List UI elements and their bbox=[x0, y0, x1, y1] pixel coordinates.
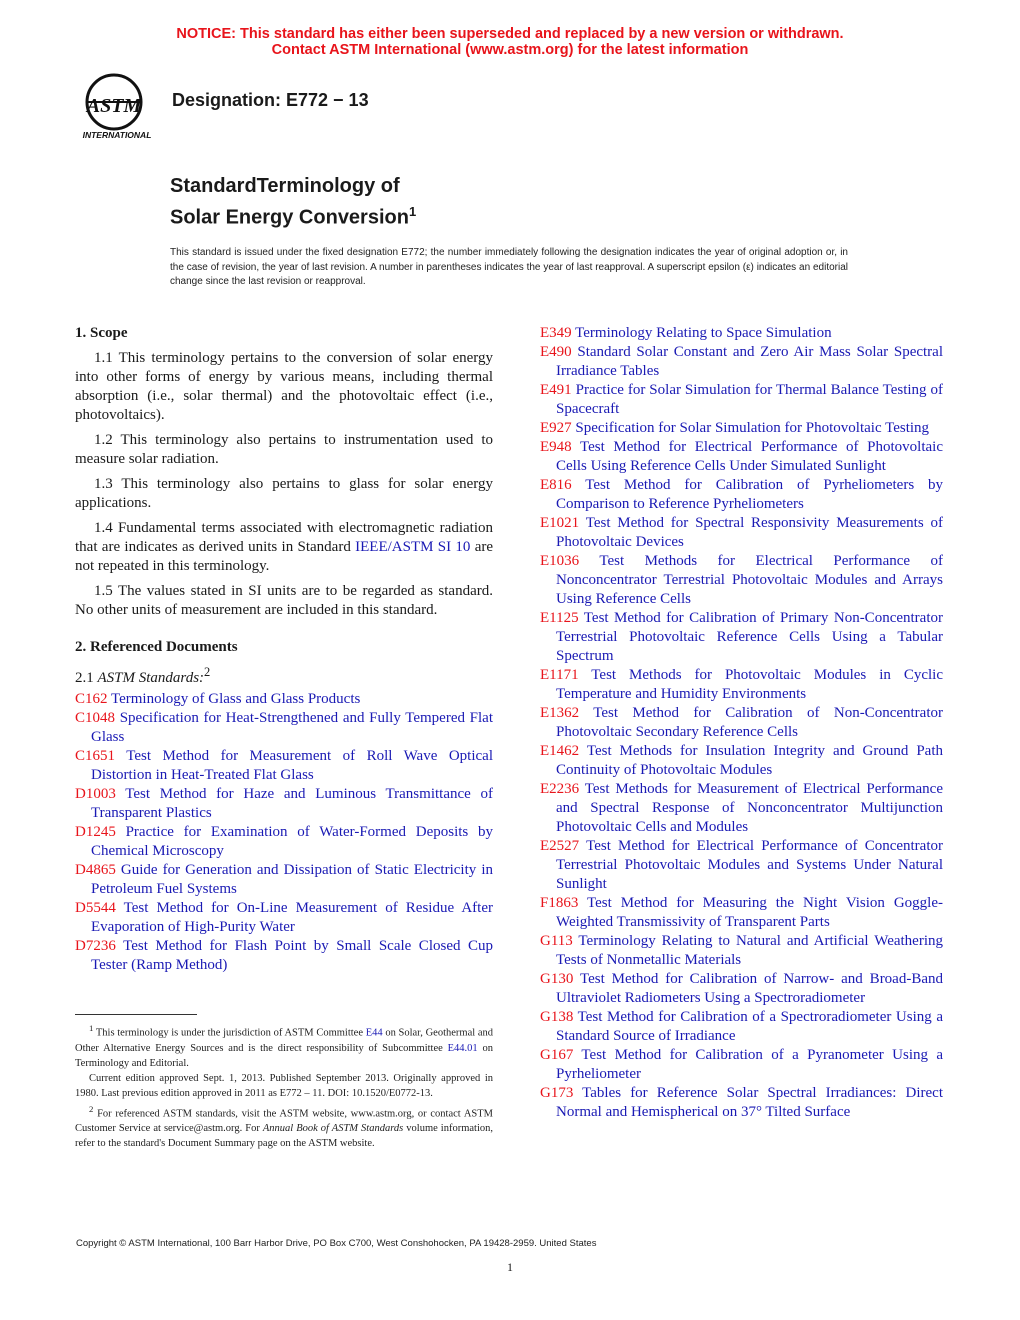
section-number: 2.1 bbox=[75, 670, 98, 686]
reference-title[interactable]: Test Methods for Insulation Integrity and Ground Path Continuity of Photovoltaic Modules bbox=[556, 743, 943, 778]
reference-code[interactable]: E1362 bbox=[540, 705, 580, 721]
footnote-divider bbox=[75, 1014, 197, 1015]
reference-item[interactable] bbox=[75, 785, 493, 823]
reference-title[interactable]: Test Method for Calibration of Non-Concentrator Photovoltaic Secondary Reference Cells bbox=[556, 705, 943, 740]
scope-1-1: 1.1 This terminology pertains to the conversion of solar energy into other forms of energy by various means, including thermal absorption (i.e., solar thermal) and the photovoltaic effect (i.e., photovoltaics). bbox=[75, 350, 493, 423]
logo-letters: ASTM bbox=[86, 95, 142, 117]
reference-title[interactable]: Practice for Solar Simulation for Thermal Balance Testing of Spacecraft bbox=[556, 382, 943, 417]
reference-item[interactable] bbox=[75, 937, 493, 975]
fn2-text-b: volume information, refer to the standard's Document Summary page on the ASTM website. bbox=[75, 1123, 493, 1150]
reference-title[interactable]: Test Method for Calibration of a Spectroradiometer Using a Standard Source of Irradiance bbox=[556, 1009, 943, 1044]
document-title bbox=[170, 174, 416, 231]
reference-title[interactable]: Test Method for Measurement of Roll Wave Optical Distortion in Heat-Treated Flat Glass bbox=[91, 748, 493, 783]
copyright: Copyright © ASTM International, 100 Barr Harbor Drive, PO Box C700, West Conshohocken, PA 19428-2959. United States bbox=[76, 1238, 597, 1249]
scope-1-2: 1.2 This terminology also pertains to instrumentation used to measure solar radiation. bbox=[75, 432, 493, 467]
reference-item[interactable] bbox=[75, 899, 493, 937]
footnote-2-ref[interactable]: 2 bbox=[204, 665, 211, 679]
fn2-italic: Annual Book of ASTM Standards bbox=[262, 1123, 404, 1135]
astm-logo bbox=[74, 72, 160, 142]
reference-title[interactable]: Tables for Reference Solar Spectral Irradiances: Direct Normal and Hemispherical on 37° Tilted Surface bbox=[556, 1085, 943, 1120]
withdrawal-notice bbox=[0, 26, 1020, 58]
scope-1-4-text-end: are not repeated in this terminology. bbox=[75, 539, 493, 574]
reference-title[interactable]: Test Method for Electrical Performance of Photovoltaic Cells Using Reference Cells Under Simulated Sunlight bbox=[556, 439, 943, 474]
reference-code[interactable]: D7236 bbox=[75, 938, 116, 954]
scope-1-3: 1.3 This terminology also pertains to glass for solar energy applications. bbox=[75, 476, 493, 511]
fn2-marker: 2 bbox=[89, 1103, 94, 1114]
footnote-2 bbox=[75, 1102, 493, 1152]
reference-item[interactable] bbox=[540, 1046, 943, 1084]
reference-title[interactable]: Practice for Examination of Water-Formed Deposits by Chemical Microscopy bbox=[91, 824, 493, 859]
reference-code[interactable]: E927 bbox=[540, 420, 572, 436]
reference-code[interactable]: E2527 bbox=[540, 838, 580, 854]
reference-item[interactable] bbox=[75, 747, 493, 785]
fn1-text-a: This terminology is under the jurisdiction of ASTM Committee bbox=[93, 1027, 366, 1039]
reference-item[interactable] bbox=[540, 704, 943, 742]
scope-1-4 bbox=[75, 519, 493, 576]
reference-code[interactable]: E1462 bbox=[540, 743, 580, 759]
designation: Designation: E772 − 13 bbox=[172, 90, 369, 110]
notice-line-2: Contact ASTM International (www.astm.org) for the latest information bbox=[271, 42, 749, 58]
reference-code[interactable]: E349 bbox=[540, 325, 572, 341]
reference-item[interactable] bbox=[540, 970, 943, 1008]
left-reference-list bbox=[75, 690, 493, 975]
reference-item[interactable] bbox=[540, 419, 943, 438]
reference-title[interactable]: Test Method for Calibration of a Pyranometer Using a Pyrheliometer bbox=[556, 1047, 943, 1082]
reference-code[interactable]: F1863 bbox=[540, 895, 579, 911]
title-footnote-ref[interactable]: 1 bbox=[408, 204, 417, 219]
reference-code[interactable]: G173 bbox=[540, 1085, 574, 1101]
reference-item[interactable] bbox=[540, 1084, 943, 1122]
reference-code[interactable]: E490 bbox=[540, 344, 572, 360]
refdocs-heading: 2. Referenced Documents bbox=[75, 639, 238, 655]
reference-title[interactable]: Test Method for On-Line Measurement of Residue After Evaporation of High-Purity Water bbox=[91, 900, 493, 935]
reference-title[interactable]: Test Method for Spectral Responsivity Measurements of Photovoltaic Devices bbox=[556, 515, 943, 550]
reference-item[interactable] bbox=[540, 932, 943, 970]
title-line-2 bbox=[170, 199, 416, 231]
reference-item[interactable] bbox=[540, 1008, 943, 1046]
fn2-text-a: For referenced ASTM standards, visit the ASTM website, www.astm.org, or contact ASTM Customer Service at service@astm.org. For bbox=[75, 1108, 493, 1135]
title-line-2-text: Solar Energy Conversion bbox=[170, 206, 409, 229]
reference-code[interactable]: E491 bbox=[540, 382, 572, 398]
logo-subtext: INTERNATIONAL bbox=[82, 130, 152, 140]
title-line-1: StandardTerminology of bbox=[170, 175, 400, 197]
left-column bbox=[75, 324, 493, 975]
right-reference-list bbox=[540, 324, 943, 1122]
right-column bbox=[540, 324, 943, 1122]
reference-item[interactable] bbox=[540, 742, 943, 780]
reference-item[interactable] bbox=[540, 780, 943, 837]
reference-title[interactable]: Guide for Generation and Dissipation of Static Electricity in Petroleum Fuel Systems bbox=[91, 862, 493, 897]
reference-item[interactable] bbox=[540, 343, 943, 381]
reference-code[interactable]: E1036 bbox=[540, 553, 580, 569]
reference-title[interactable]: Terminology Relating to Natural and Artificial Weathering Tests of Nonmetallic Materials bbox=[556, 933, 943, 968]
footnote-1 bbox=[75, 1021, 493, 1071]
scope-heading: 1. Scope bbox=[75, 325, 128, 341]
reference-code[interactable]: E1125 bbox=[540, 610, 579, 626]
reference-item[interactable] bbox=[75, 861, 493, 899]
page-number: 1 bbox=[507, 1260, 513, 1274]
reference-title[interactable]: Test Method for Flash Point by Small Scale Closed Cup Tester (Ramp Method) bbox=[91, 938, 493, 973]
reference-code[interactable]: C1651 bbox=[75, 748, 116, 764]
reference-code[interactable]: G130 bbox=[540, 971, 574, 987]
reference-code[interactable]: D4865 bbox=[75, 862, 116, 878]
footnote-1-edition: Current edition approved Sept. 1, 2013. Published September 2013. Originally approved in 1980. Last previous edition approved in 2011 as E772 – 11. DOI: 10.1520/E0772-13. bbox=[75, 1073, 493, 1100]
reference-item[interactable] bbox=[540, 514, 943, 552]
reference-code[interactable]: E2236 bbox=[540, 781, 580, 797]
astm-standards-label bbox=[75, 663, 493, 688]
reference-code[interactable]: G167 bbox=[540, 1047, 574, 1063]
reference-code[interactable]: G138 bbox=[540, 1009, 574, 1025]
reference-title[interactable]: Test Methods for Electrical Performance of Nonconcentrator Terrestrial Photovoltaic Modules and Arrays Using Reference Cells bbox=[556, 553, 943, 607]
reference-item[interactable] bbox=[75, 690, 493, 709]
reference-title[interactable]: Test Methods for Photovoltaic Modules in Cyclic Temperature and Humidity Environments bbox=[556, 667, 943, 702]
reference-item[interactable] bbox=[540, 552, 943, 609]
reference-item[interactable] bbox=[540, 324, 943, 343]
reference-title[interactable]: Standard Solar Constant and Zero Air Mass Solar Spectral Irradiance Tables bbox=[556, 344, 943, 379]
scope-1-5: 1.5 The values stated in SI units are to be regarded as standard. No other units of measurement are included in this standard. bbox=[75, 583, 493, 618]
reference-title[interactable]: Test Method for Measuring the Night Vision Goggle-Weighted Transmissivity of Transparent Parts bbox=[556, 895, 943, 930]
reference-title[interactable]: Test Methods for Measurement of Electrical Performance and Spectral Response of Nonconcentrator Multijunction Photovoltaic Cells and Modules bbox=[556, 781, 943, 835]
reference-item[interactable] bbox=[540, 438, 943, 476]
reference-title[interactable]: Terminology of Glass and Glass Products bbox=[107, 691, 361, 707]
ieee-astm-si10-link[interactable]: IEEE/ASTM SI 10 bbox=[355, 539, 471, 555]
reference-code[interactable]: E1021 bbox=[540, 515, 580, 531]
reference-code[interactable]: C162 bbox=[75, 691, 108, 707]
reference-item[interactable] bbox=[540, 666, 943, 704]
reference-code[interactable]: D1003 bbox=[75, 786, 116, 802]
scope-1-4-text: 1.4 Fundamental terms associated with electromagnetic radiation that are indicates as derived units in Standard bbox=[75, 520, 493, 555]
committee-e44-link[interactable]: E44 bbox=[365, 1027, 383, 1039]
reference-item[interactable] bbox=[540, 837, 943, 894]
subcommittee-e44-01-link[interactable]: E44.01 bbox=[447, 1042, 478, 1054]
reference-title[interactable]: Test Method for Calibration of Pyrheliometers by Comparison to Reference Pyrheliometers bbox=[556, 477, 943, 512]
reference-title[interactable]: Test Method for Calibration of Narrow- and Broad-Band Ultraviolet Radiometers Using a Spectroradiometer bbox=[556, 971, 943, 1006]
reference-title[interactable]: Test Method for Electrical Performance of Concentrator Terrestrial Photovoltaic Modules and Systems Under Natural Sunlight bbox=[556, 838, 943, 892]
reference-title[interactable]: Specification for Solar Simulation for Photovoltaic Testing bbox=[571, 420, 930, 436]
reference-code[interactable]: D5544 bbox=[75, 900, 116, 916]
reference-code[interactable]: E948 bbox=[540, 439, 572, 455]
reference-item[interactable] bbox=[540, 894, 943, 932]
reference-item[interactable] bbox=[540, 381, 943, 419]
reference-title[interactable]: Test Method for Calibration of Primary Non-Concentrator Terrestrial Photovoltaic Reference Cells Using a Tabular Spectrum bbox=[556, 610, 943, 664]
reference-code[interactable]: C1048 bbox=[75, 710, 116, 726]
reference-item[interactable] bbox=[75, 709, 493, 747]
reference-title[interactable]: Test Method for Haze and Luminous Transmittance of Transparent Plastics bbox=[91, 786, 493, 821]
astm-standards-italic: ASTM Standards: bbox=[97, 670, 205, 686]
footnotes bbox=[75, 1021, 493, 1152]
fn1-marker: 1 bbox=[89, 1023, 94, 1033]
reference-code[interactable]: D1245 bbox=[75, 824, 116, 840]
astm-logo-icon bbox=[74, 72, 160, 142]
notice-line-1: NOTICE: This standard has either been superseded and replaced by a new version or withdrawn. bbox=[176, 26, 844, 42]
reference-title[interactable]: Terminology Relating to Space Simulation bbox=[571, 325, 832, 341]
reference-code[interactable]: E816 bbox=[540, 477, 572, 493]
issuance-statement: This standard is issued under the fixed designation E772; the number immediately following the designation indicates the year of original adoption or, in the case of revision, the year of last revision. A number in parentheses indicates the year of last reapproval. A superscript epsilon (ε) indicates an editorial change since the last revision or reapproval. bbox=[170, 247, 848, 288]
fn1-text-c: on Terminology and Editorial. bbox=[75, 1042, 493, 1069]
fn1-text-b: on Solar, Geothermal and Other Alternative Energy Sources and is the direct responsibility of Subcommittee bbox=[75, 1027, 493, 1054]
reference-code[interactable]: G113 bbox=[540, 933, 573, 949]
reference-item[interactable] bbox=[540, 609, 943, 666]
reference-item[interactable] bbox=[75, 823, 493, 861]
reference-title[interactable]: Specification for Heat-Strengthened and Fully Tempered Flat Glass bbox=[91, 710, 493, 745]
reference-code[interactable]: E1171 bbox=[540, 667, 579, 683]
reference-item[interactable] bbox=[540, 476, 943, 514]
